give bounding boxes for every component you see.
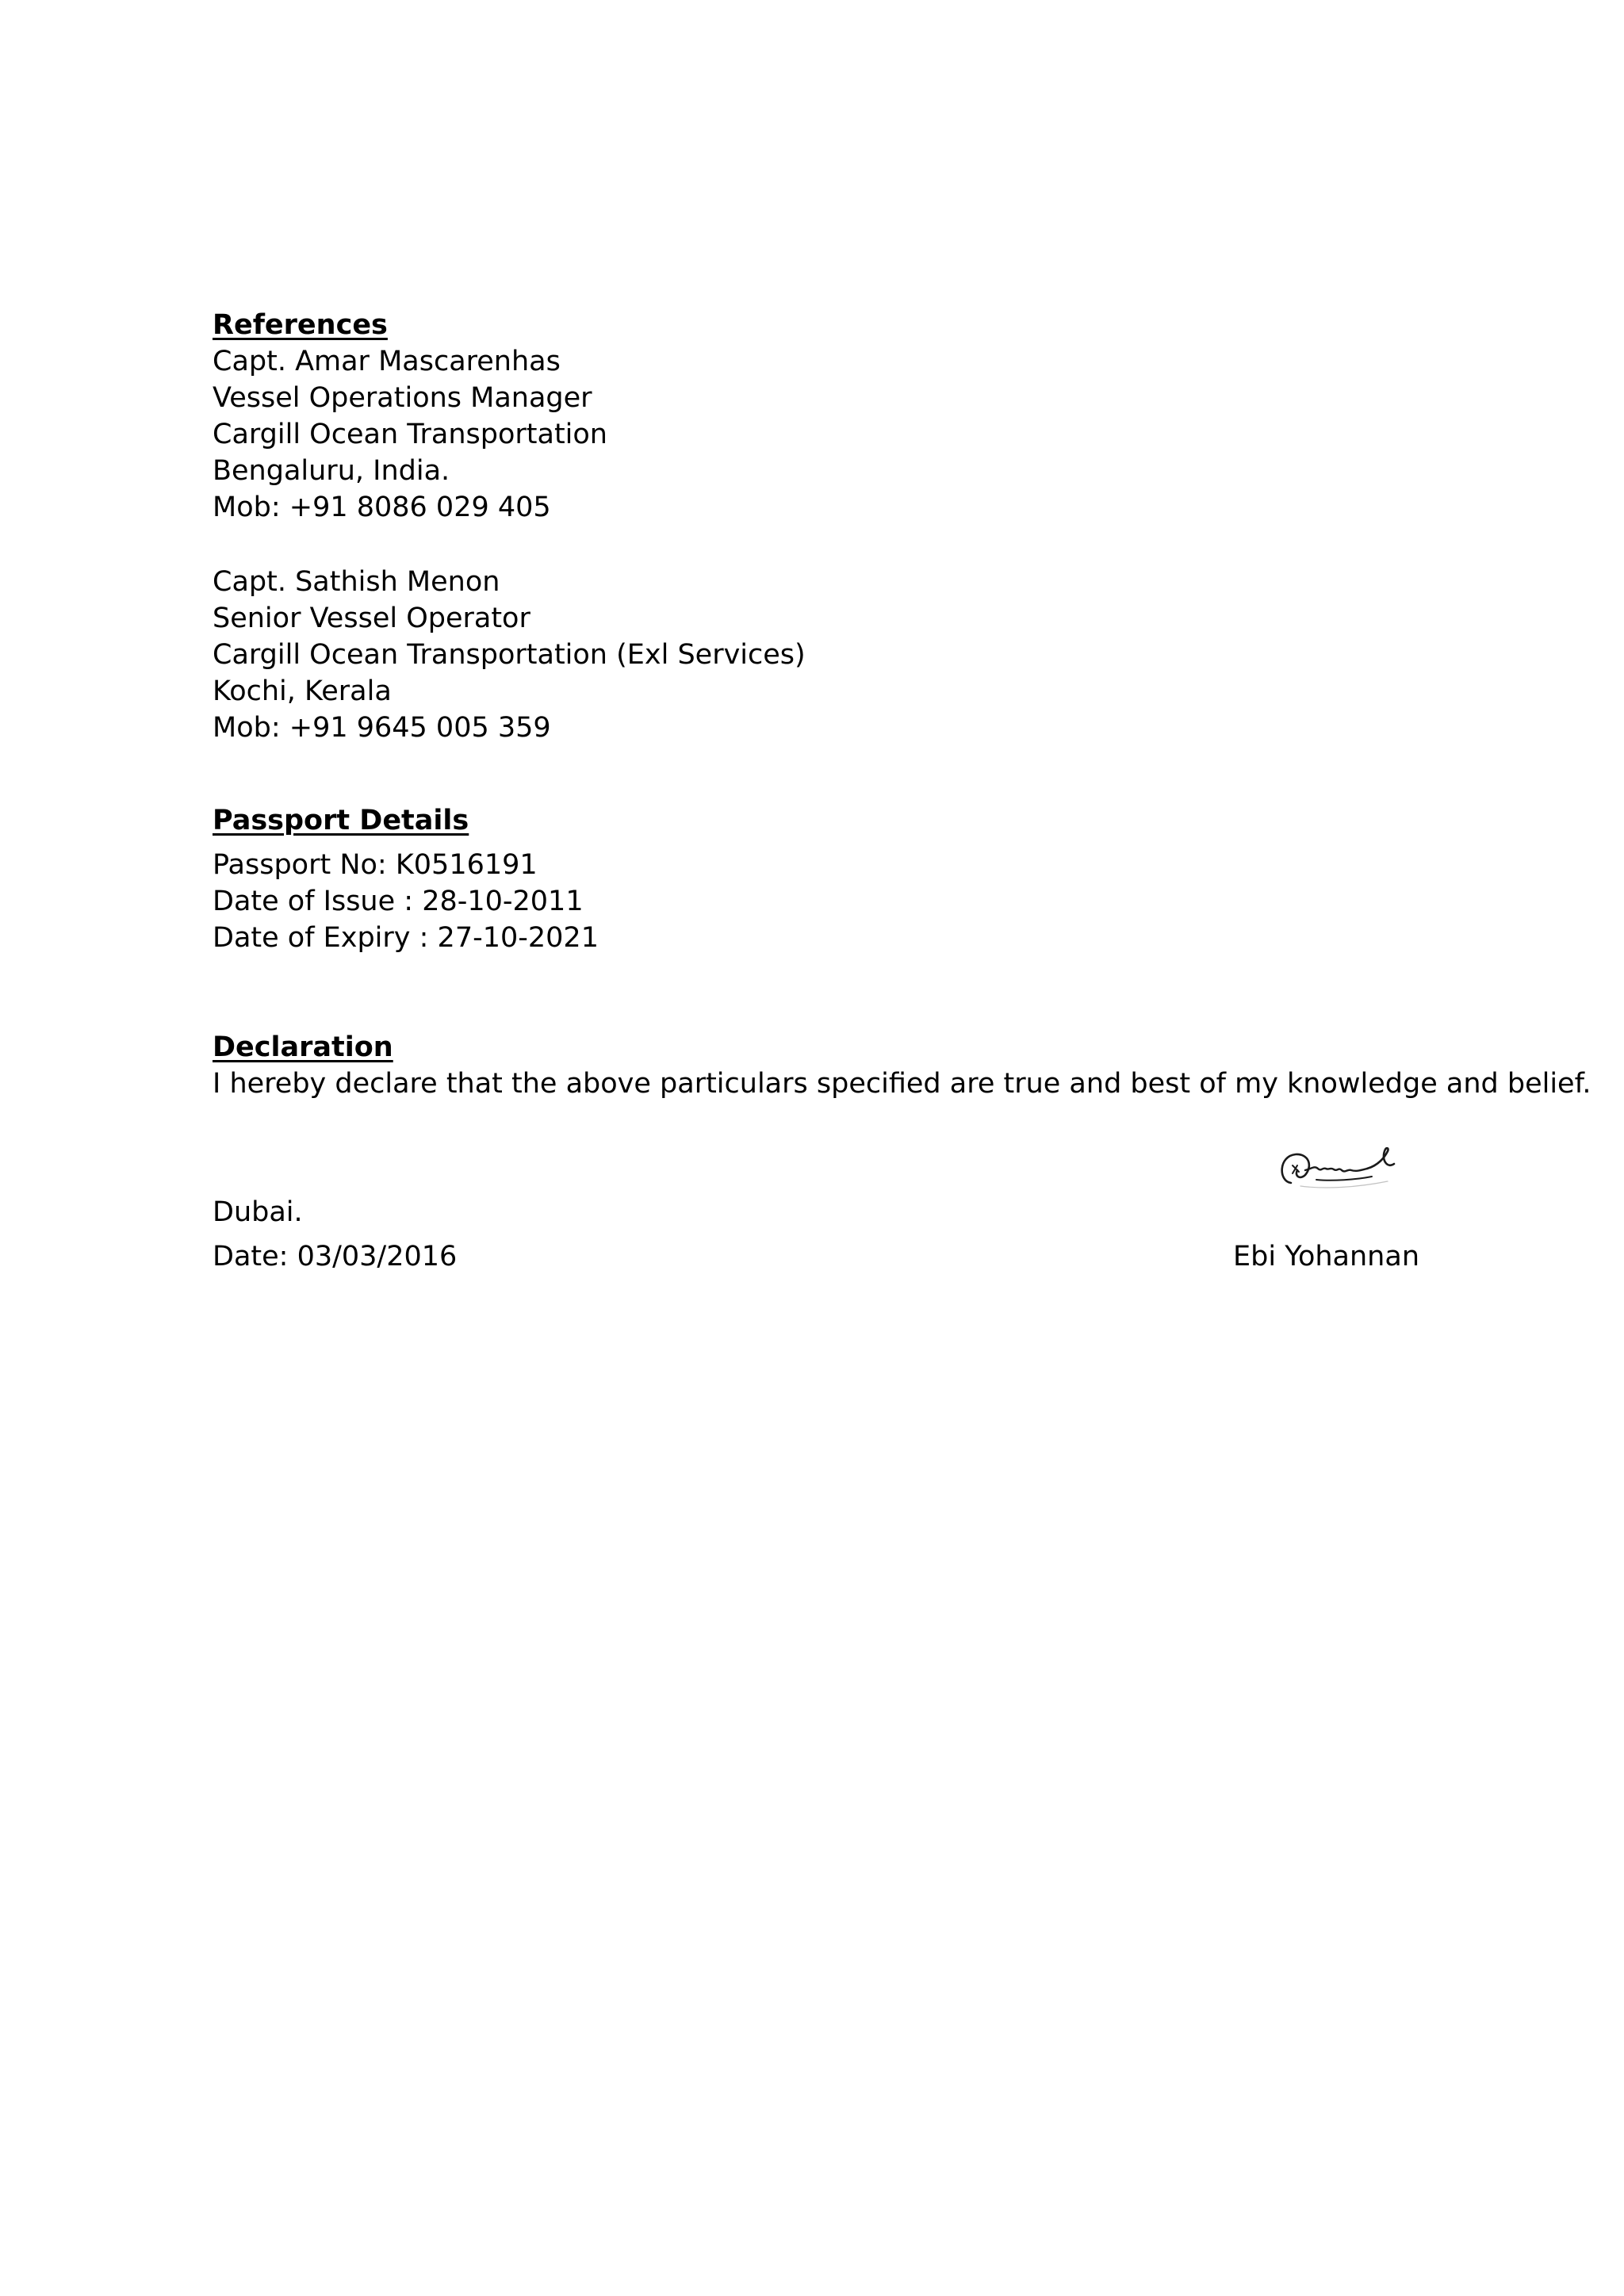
- reference-2: [213, 564, 806, 746]
- passport-issue-date: Date of Issue : 28-10-2011: [213, 886, 584, 917]
- passport-section: [213, 802, 599, 956]
- passport-number: Passport No: K0516191: [213, 849, 538, 881]
- references-heading: References: [213, 309, 388, 341]
- references-section: [213, 307, 607, 526]
- passport-expiry-date: Date of Expiry : 27-10-2021: [213, 922, 599, 954]
- ref1-company: Cargill Ocean Transportation: [213, 419, 607, 450]
- ref1-mobile: Mob: +91 8086 029 405: [213, 492, 551, 523]
- signer-name: Ebi Yohannan: [1233, 1241, 1419, 1272]
- declaration-heading: Declaration: [213, 1031, 393, 1063]
- signature-image: [1269, 1134, 1427, 1221]
- ref1-title: Vessel Operations Manager: [213, 382, 592, 414]
- date: Date: 03/03/2016: [213, 1241, 458, 1272]
- ref1-name: Capt. Amar Mascarenhas: [213, 346, 561, 377]
- ref1-location: Bengaluru, India.: [213, 455, 450, 487]
- ref2-name: Capt. Sathish Menon: [213, 566, 500, 598]
- passport-heading: Passport Details: [213, 805, 469, 836]
- declaration-section: [213, 1029, 1591, 1102]
- declaration-text: I hereby declare that the above particulars specified are true and best of my knowledge and belief.: [213, 1068, 1591, 1100]
- ref2-company: Cargill Ocean Transportation (Exl Services): [213, 639, 806, 671]
- ref2-mobile: Mob: +91 9645 005 359: [213, 712, 551, 744]
- ref2-location: Kochi, Kerala: [213, 675, 392, 707]
- place: Dubai.: [213, 1196, 303, 1228]
- ref2-title: Senior Vessel Operator: [213, 603, 530, 634]
